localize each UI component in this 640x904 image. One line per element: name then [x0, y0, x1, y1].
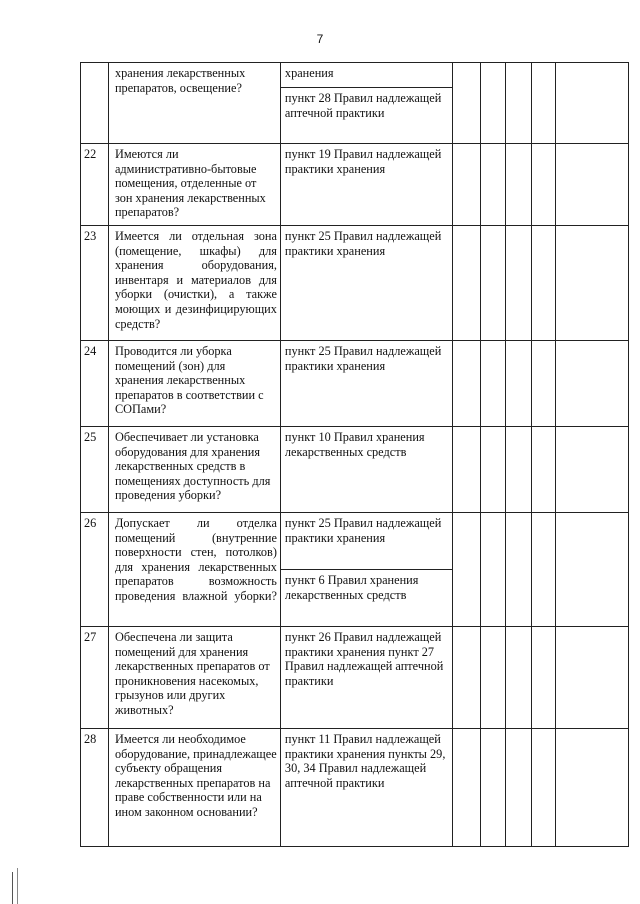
table-row — [81, 627, 629, 729]
answer-yes-cell[interactable] — [452, 513, 480, 627]
answer-na-cell[interactable] — [505, 627, 531, 729]
question-cell: хранения лекарственных препаратов, освещение? — [108, 63, 280, 144]
answer-extra-cell[interactable] — [531, 226, 556, 341]
row-number: 24 — [81, 341, 109, 427]
answer-extra-cell[interactable] — [531, 427, 556, 513]
scan-margin-line — [12, 872, 13, 904]
reference-cell: пункт 19 Правил надлежащей практики хранения — [280, 144, 452, 226]
answer-yes-cell[interactable] — [452, 729, 480, 847]
table-row — [81, 729, 629, 847]
question-cell: Обеспечивает ли установка оборудования для хранения лекарственных средств в помещениях доступность для проведения уборки? — [108, 427, 280, 513]
row-number: 26 — [81, 513, 109, 627]
reference-cell: хранения — [280, 63, 452, 88]
reference-cell: пункт 11 Правил надлежащей практики хранения пункты 29, 30, 34 Правил надлежащей аптечной практики — [280, 729, 452, 847]
notes-cell[interactable] — [556, 513, 629, 627]
reference-cell: пункт 25 Правил надлежащей практики хранения — [280, 226, 452, 341]
answer-no-cell[interactable] — [480, 427, 505, 513]
row-number: 28 — [81, 729, 109, 847]
answer-extra-cell[interactable] — [531, 627, 556, 729]
answer-extra-cell[interactable] — [531, 729, 556, 847]
answer-no-cell[interactable] — [480, 729, 505, 847]
answer-na-cell[interactable] — [505, 341, 531, 427]
question-cell: Проводится ли уборка помещений (зон) для хранения лекарственных препаратов в соответствии с СОПами? — [108, 341, 280, 427]
reference-cell: пункт 10 Правил хранения лекарственных средств — [280, 427, 452, 513]
answer-extra-cell[interactable] — [531, 341, 556, 427]
scan-margin-line — [17, 868, 18, 904]
reference-cell: пункт 25 Правил надлежащей практики хранения — [280, 341, 452, 427]
row-number — [81, 63, 109, 144]
answer-yes-cell[interactable] — [452, 144, 480, 226]
answer-yes-cell[interactable] — [452, 63, 480, 144]
answer-yes-cell[interactable] — [452, 627, 480, 729]
answer-yes-cell[interactable] — [452, 341, 480, 427]
notes-cell[interactable] — [556, 144, 629, 226]
row-number: 27 — [81, 627, 109, 729]
table-row — [81, 144, 629, 226]
row-number: 25 — [81, 427, 109, 513]
answer-extra-cell[interactable] — [531, 63, 556, 144]
answer-na-cell[interactable] — [505, 427, 531, 513]
answer-extra-cell[interactable] — [531, 144, 556, 226]
notes-cell[interactable] — [556, 627, 629, 729]
answer-na-cell[interactable] — [505, 513, 531, 627]
row-number: 23 — [81, 226, 109, 341]
table-row — [81, 427, 629, 513]
reference-cell: пункт 25 Правил надлежащей практики хранения — [280, 513, 452, 570]
table-row — [81, 63, 629, 88]
answer-no-cell[interactable] — [480, 226, 505, 341]
notes-cell[interactable] — [556, 427, 629, 513]
answer-na-cell[interactable] — [505, 226, 531, 341]
notes-cell[interactable] — [556, 226, 629, 341]
answer-no-cell[interactable] — [480, 341, 505, 427]
notes-cell[interactable] — [556, 341, 629, 427]
answer-na-cell[interactable] — [505, 63, 531, 144]
question-cell: Имеются ли административно-бытовые помещения, отделенные от зон хранения лекарственных препаратов? — [108, 144, 280, 226]
notes-cell[interactable] — [556, 729, 629, 847]
reference-cell: пункт 6 Правил хранения лекарственных средств — [280, 570, 452, 627]
answer-extra-cell[interactable] — [531, 513, 556, 627]
answer-yes-cell[interactable] — [452, 226, 480, 341]
question-cell: Имеется ли необходимое оборудование, принадлежащее субъекту обращения лекарственных препаратов на праве собственности или на ином законном основании? — [108, 729, 280, 847]
checklist-table — [80, 62, 629, 847]
page-number: 7 — [316, 32, 324, 46]
table-row — [81, 226, 629, 341]
answer-no-cell[interactable] — [480, 513, 505, 627]
answer-na-cell[interactable] — [505, 144, 531, 226]
answer-na-cell[interactable] — [505, 729, 531, 847]
table-row — [81, 513, 629, 570]
row-number: 22 — [81, 144, 109, 226]
notes-cell[interactable] — [556, 63, 629, 144]
question-cell: Допускает ли отделка помещений (внутренние поверхности стен, потолков) для хранения лекарственных препаратов возможность проведения влажной уборки? — [108, 513, 280, 627]
reference-cell: пункт 26 Правил надлежащей практики хранения пункт 27 Правил надлежащей аптечной практики — [280, 627, 452, 729]
answer-no-cell[interactable] — [480, 63, 505, 144]
reference-cell: пункт 28 Правил надлежащей аптечной практики — [280, 88, 452, 144]
answer-no-cell[interactable] — [480, 144, 505, 226]
answer-yes-cell[interactable] — [452, 427, 480, 513]
question-cell: Обеспечена ли защита помещений для хранения лекарственных препаратов от проникновения насекомых, грызунов или других животных? — [108, 627, 280, 729]
table-row — [81, 341, 629, 427]
question-cell: Имеется ли отдельная зона (помещение, шкафы) для хранения оборудования, инвентаря и материалов для уборки (очистки), а также моющих и дезинфицирующих средств? — [108, 226, 280, 341]
answer-no-cell[interactable] — [480, 627, 505, 729]
